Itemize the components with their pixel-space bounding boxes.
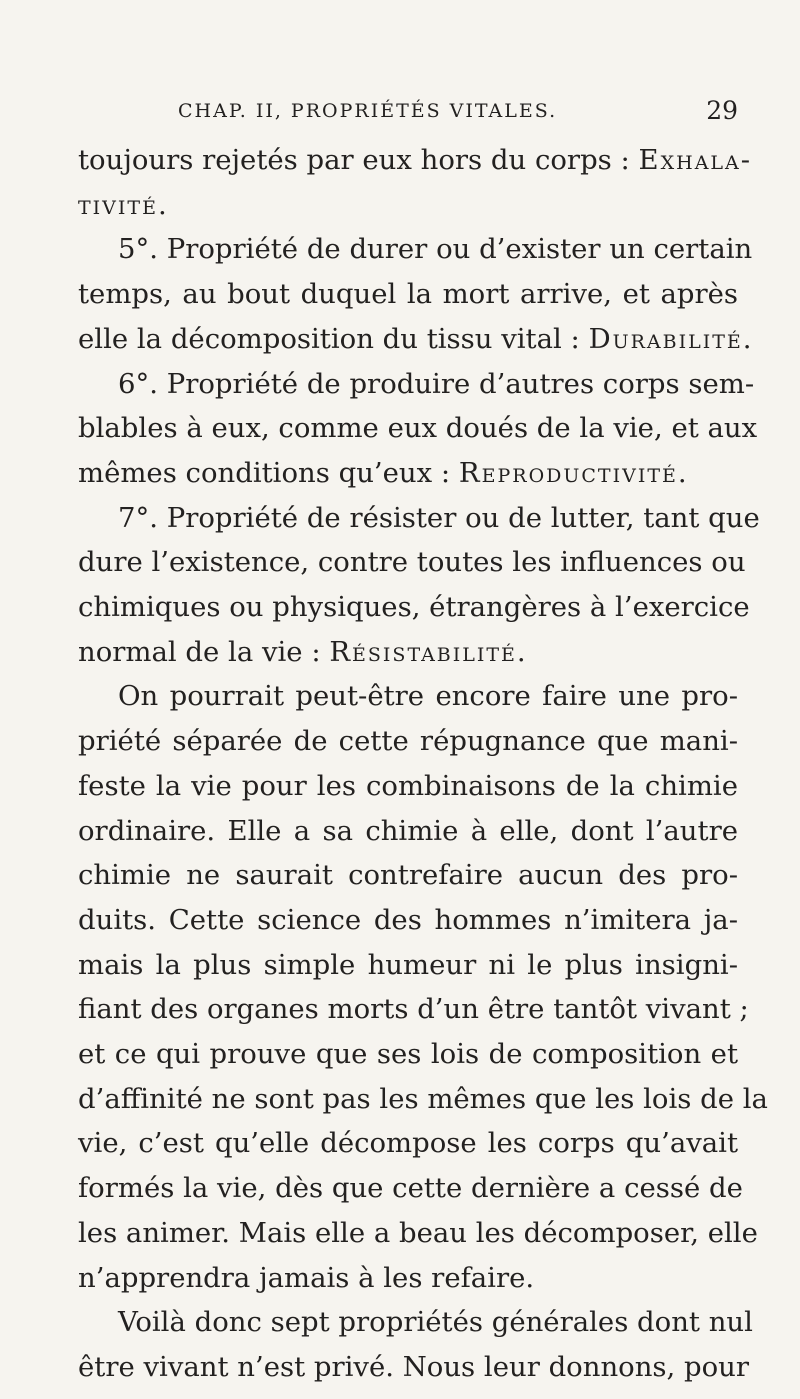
text-line [78,138,753,183]
running-head: CHAP. II, PROPRIÉTÉS VITALES. [178,100,558,122]
line-text: feste la vie pour les combinaisons de la chimie [78,769,738,802]
text-line [118,227,753,272]
property-term: Durabilité. [588,322,754,355]
line-text: 6°. Propriété de produire d’autres corps sem- [118,367,755,400]
line-text: formés la vie, dès que cette dernière a cessé de [78,1172,743,1205]
text-line [118,496,760,541]
text-line [78,406,758,451]
line-text: priété séparée de cette répugnance que mani- [78,725,738,758]
line-text: être vivant n’est privé. Nous leur donnons, pour [78,1350,750,1383]
line-text: mais la plus simple humeur ni le plus insigni- [78,948,738,981]
text-line [78,898,738,943]
line-text: chimiques ou physiques, étrangères à l’exercice [78,591,750,623]
property-term: Résistabilité. [329,635,528,668]
line-text: elle la décomposition du tissu vital : [78,322,589,355]
line-text: chimie ne saurait contrefaire aucun des pro- [78,859,738,892]
line-text: ordinaire. Elle a sa chimie à elle, dont l’autre [78,814,738,847]
text-line [78,317,754,362]
line-text: normal de la vie : [78,635,330,668]
text-line [78,540,746,585]
line-text: duits. Cette science des hommes n’imitera ja- [78,903,738,936]
text-line [78,451,738,496]
text-line [78,764,738,809]
line-text: d’affinité ne sont pas les mêmes que les lois de la [78,1082,768,1115]
property-term: Reproductivité. [458,456,689,489]
line-text: les animer. Mais elle a beau les décomposer, elle [78,1216,758,1249]
text-line [78,1121,738,1166]
text-line [78,1077,768,1122]
text-line [78,1256,738,1301]
property-term: tivité. [78,188,169,221]
text-line [118,674,738,719]
text-line [78,1211,758,1256]
line-text: 5°. Propriété de durer ou d’exister un certain [118,233,753,266]
line-text: dure l’existence, contre toutes les influences ou [78,546,746,579]
text-line [78,183,738,228]
line-text: blables à eux, comme eux doués de la vie, et aux [78,412,758,445]
text-line [78,719,738,764]
line-text: et ce qui prouve que ses lois de composition et [78,1038,738,1070]
text-line [118,1300,753,1345]
text-line [78,272,738,317]
line-text: toujours rejetés par eux hors du corps : [78,144,639,176]
line-text: n’apprendra jamais à les refaire. [78,1261,535,1294]
line-text: On pourrait peut-être encore faire une pro- [118,680,738,713]
text-line [78,1166,743,1211]
text-line [78,630,738,675]
line-text: fiant des organes morts d’un être tantôt vivant ; [78,993,749,1026]
text-line [78,809,738,854]
line-text: mêmes conditions qu’eux : [78,456,459,489]
text-line [118,362,755,407]
text-line [78,1345,750,1390]
page-number: 29 [706,96,738,125]
text-line [78,1032,738,1077]
line-text: 7°. Propriété de résister ou de lutter, tant que [118,501,760,534]
text-line [78,987,749,1032]
line-text: temps, au bout duquel la mort arrive, et après [78,278,738,311]
text-line [78,853,738,898]
line-text: vie, c’est qu’elle décompose les corps qu’avait [78,1127,738,1160]
line-text: Voilà donc sept propriétés générales dont nul [118,1306,753,1339]
page-header [178,92,738,132]
property-term: Exhala- [638,144,753,176]
text-line [78,943,738,988]
text-line [78,585,750,630]
